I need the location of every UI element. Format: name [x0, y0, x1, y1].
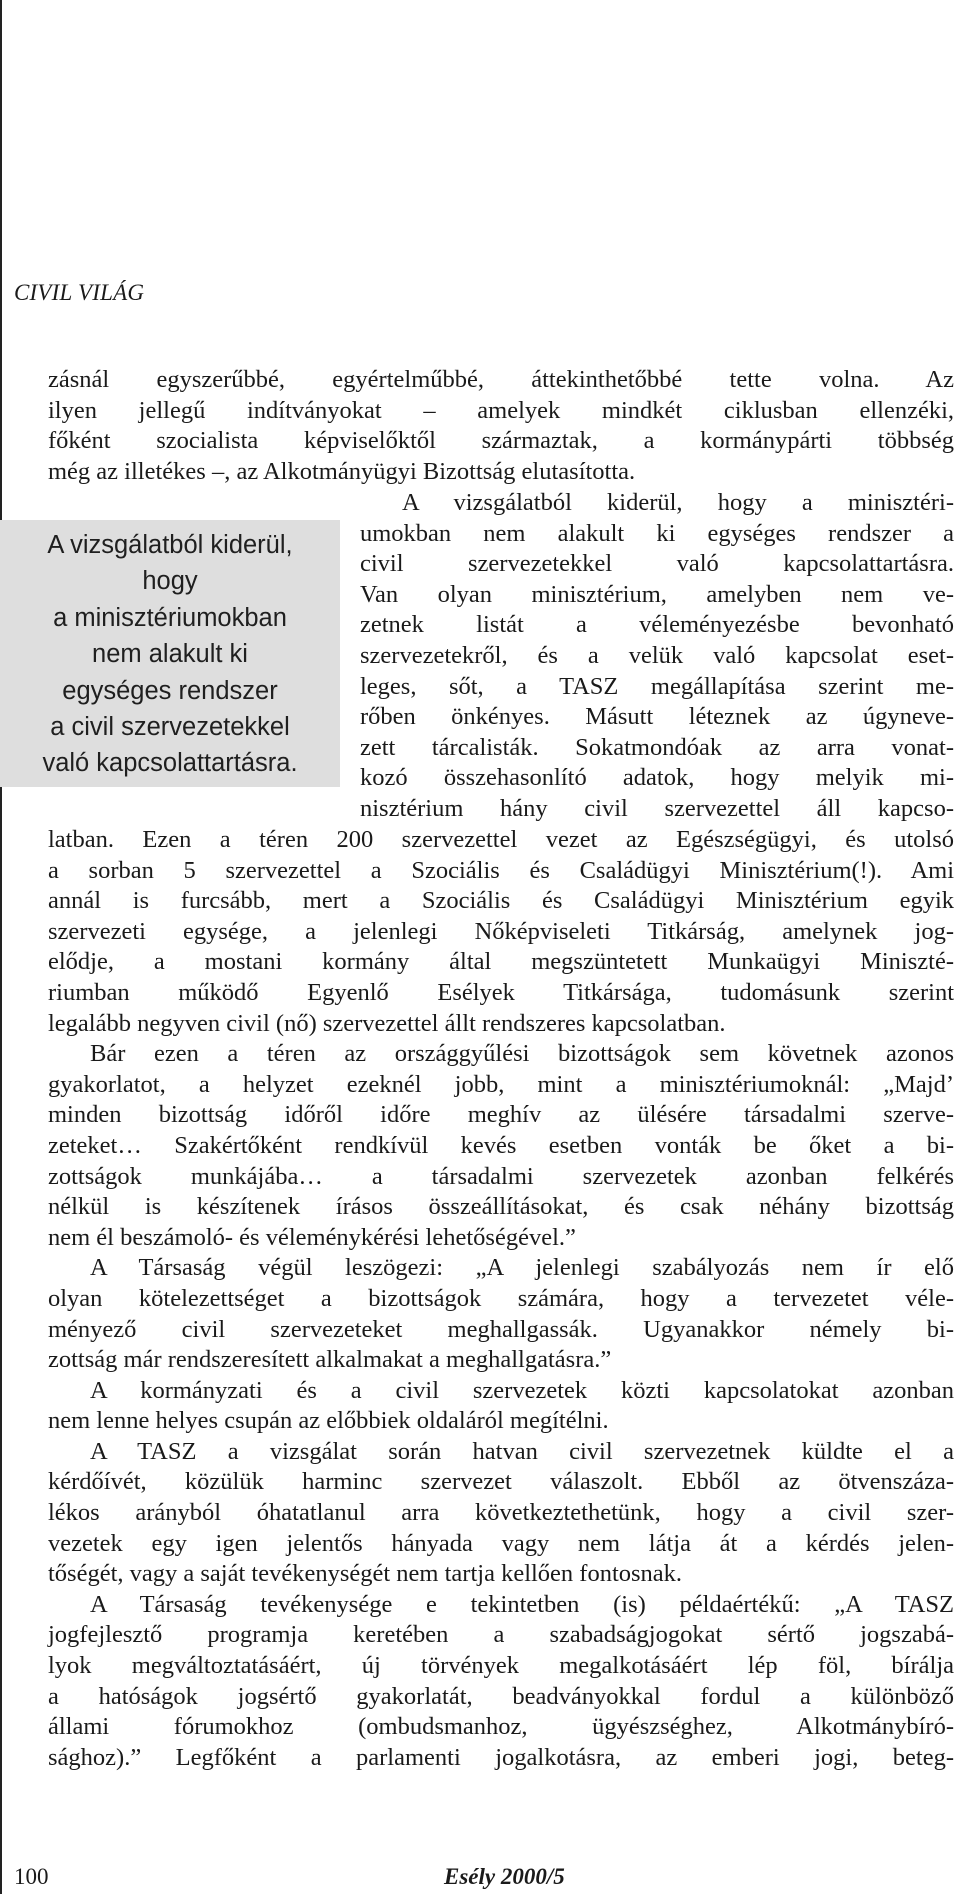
- pull-quote-line: a minisztériumokban: [53, 603, 287, 632]
- main-text-block: [48, 825, 954, 1773]
- body-line: olyan kötelezettséget a bizottságok számára, hogy a tervezetet véle-: [48, 1284, 954, 1312]
- body-line: lyok megváltoztatásáért, új törvények megalkotásáért lép föl, bírálja: [48, 1652, 954, 1680]
- body-line: A TASZ a vizsgálat során hatvan civil szervezetnek küldte el a: [90, 1437, 954, 1465]
- pull-quote-line: a civil szervezetekkel: [50, 713, 290, 742]
- journal-footer: Esély 2000/5: [444, 1864, 565, 1889]
- running-head: CIVIL VILÁG: [14, 280, 145, 305]
- body-line: vezetek egy igen jelentős hányada vagy nem látja át a kérdés jelen-: [48, 1529, 954, 1557]
- intro-paragraph: [48, 365, 954, 487]
- wrapped-line: zett tárcalisták. Sokatmondóak az arra vonat-: [360, 733, 954, 761]
- body-line: A Társaság végül leszögezi: „A jelenlegi szabályozás nem ír elő: [90, 1254, 954, 1282]
- body-line: nem lenne helyes csupán az előbbiek oldaláról megítélni.: [48, 1407, 609, 1435]
- body-line: tőségét, vagy a saját tevékenységét nem tartja kellően fontosnak.: [48, 1560, 683, 1588]
- body-line: zottságok munkájába… a társadalmi szervezetek azonban felkérés: [48, 1162, 954, 1190]
- wrapped-line: leges, sőt, a TASZ megállapítása szerint me-: [360, 672, 954, 700]
- intro-line: még az illetékes –, az Alkotmányügyi Bizottság elutasította.: [48, 457, 636, 485]
- body-line: a hatóságok jogsértő gyakorlatát, beadványokkal fordul a különböző: [48, 1682, 954, 1710]
- intro-line: főként szocialista képviselőktől származtak, a kormánypárti többség: [48, 427, 954, 455]
- pull-quote-line: A vizsgálatból kiderül,: [47, 531, 293, 559]
- body-line: állami fórumokhoz (ombudsmanhoz, ügyészséghez, Alkotmánybíró-: [48, 1713, 954, 1741]
- wrapped-line: szervezetekről, és a velük való kapcsolat eset-: [360, 641, 954, 669]
- body-line: latban. Ezen a téren 200 szervezettel vezet az Egészségügyi, és utolsó: [48, 826, 954, 853]
- body-line: lékos arányból óhatatlanul arra következtethetünk, hogy a civil szer-: [48, 1499, 954, 1527]
- pull-quote-line: hogy: [142, 567, 198, 596]
- pull-quote-box: [0, 520, 340, 787]
- body-line: Bár ezen a téren az országgyűlési bizottságok sem követnek azonos: [90, 1040, 954, 1068]
- pull-quote-line: való kapcsolattartásra.: [42, 749, 298, 778]
- body-line: ményező civil szervezeteket meghallgassák. Ugyanakkor némely bi-: [48, 1315, 954, 1343]
- body-line: sághoz).” Legfőként a parlamenti jogalkotásra, az emberi jogi, beteg-: [48, 1743, 954, 1771]
- intro-line: zásnál egyszerűbbé, egyértelműbbé, áttekinthetőbbé tette volna. Az: [48, 366, 954, 393]
- body-line: a sorban 5 szervezettel a Szociális és Családügyi Minisztérium(!). Ami: [48, 856, 954, 884]
- wrapped-line: A vizsgálatból kiderül, hogy a minisztéri-: [402, 489, 954, 516]
- body-line: nélkül is készítenek írásos összeállításokat, és csak néhány bizottság: [48, 1193, 954, 1221]
- body-line: jogfejlesztő programja keretében a szabadságjogokat sértő jogszabá-: [48, 1621, 954, 1649]
- wrapped-line: nisztérium hány civil szervezettel áll kapcso-: [360, 794, 954, 822]
- body-line: A kormányzati és a civil szervezetek közti kapcsolatokat azonban: [90, 1376, 954, 1404]
- body-line: szervezeti egysége, a jelenlegi Nőképviseleti Titkárság, amelynek jog-: [48, 917, 954, 945]
- intro-line: ilyen jellegű indítványokat – amelyek mindkét ciklusban ellenzéki,: [48, 396, 954, 424]
- pull-quote-line: egységes rendszer: [62, 676, 278, 705]
- wrapped-line: rőben önkényes. Másutt léteznek az úgyneve-: [360, 703, 954, 731]
- page-left-rule: [0, 0, 2, 1894]
- page-number: 100: [14, 1864, 49, 1889]
- body-line: elődje, a mostani kormány által megszüntetett Munkaügyi Miniszté-: [48, 948, 954, 976]
- body-line: zottság már rendszeresített alkalmakat a meghallgatásra.”: [48, 1346, 612, 1374]
- body-line: zeteket… Szakértőként rendkívül kevés esetben vonták be őket a bi-: [48, 1131, 954, 1159]
- wrapped-line: civil szervezetekkel való kapcsolattartásra.: [360, 550, 954, 578]
- pull-quote-line: nem alakult ki: [92, 640, 248, 669]
- body-line: gyakorlatot, a helyzet ezeknél jobb, mint a minisztériumoknál: „Majd’: [48, 1070, 954, 1098]
- body-line: A Társaság tevékenysége e tekintetben (is) példaértékű: „A TASZ: [90, 1590, 954, 1618]
- body-line: minden bizottság időről időre meghív az ülésére társadalmi szerve-: [48, 1101, 954, 1129]
- wrapped-line: kozó összehasonlító adatok, hogy melyik mi-: [360, 764, 954, 792]
- wrapped-line: Van olyan minisztérium, amelyben nem ve-: [360, 580, 954, 608]
- wrapped-line: umokban nem alakult ki egységes rendszer a: [360, 519, 954, 547]
- body-line: nem él beszámoló- és véleménykérési lehetőségével.”: [48, 1223, 576, 1251]
- body-line: legalább negyven civil (nő) szervezettel állt rendszeres kapcsolatban.: [48, 1009, 726, 1037]
- wrapped-paragraph: [360, 488, 954, 825]
- body-line: kérdőívét, közülük harminc szervezet válaszolt. Ebből az ötvenszáza-: [48, 1468, 954, 1496]
- wrapped-line: zetnek listát a véleményezésbe bevonható: [360, 611, 954, 639]
- body-line: riumban működő Egyenlő Esélyek Titkársága, tudomásunk szerint: [48, 978, 954, 1006]
- body-line: annál is furcsább, mert a Szociális és Családügyi Minisztérium egyik: [48, 887, 954, 915]
